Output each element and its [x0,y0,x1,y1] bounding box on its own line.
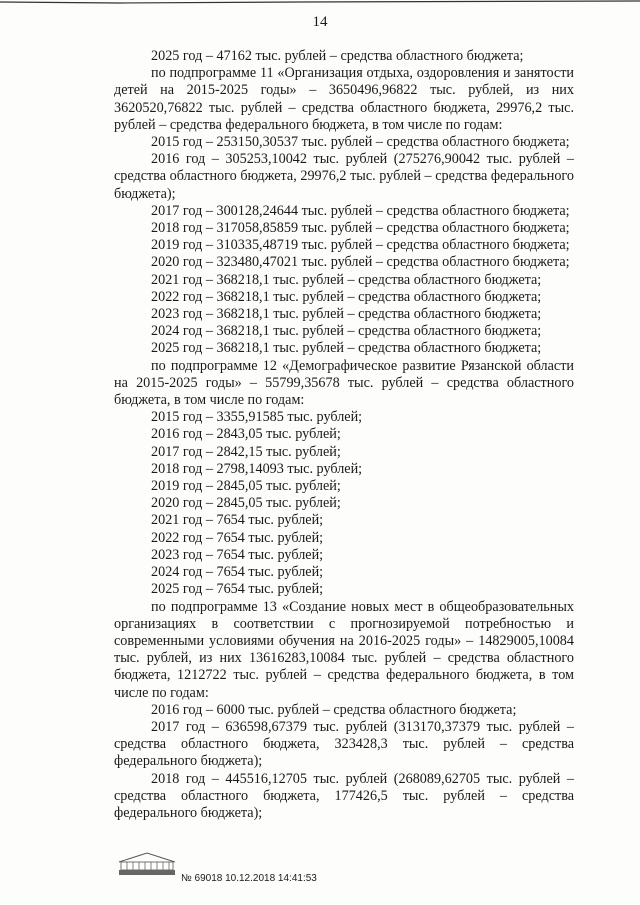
scan-edge-line [0,0,640,6]
paragraph: 2016 год – 2843,05 тыс. рублей; [151,426,341,443]
paragraph: 2021 год – 7654 тыс. рублей; [151,512,324,529]
paragraph: 2020 год – 323480,47021 тыс. рублей – средства областного бюджета; [151,254,570,271]
paragraph: 2025 год – 47162 тыс. рублей – средства областного бюджета; [151,48,524,64]
paragraph: по подпрограмме 11 «Организация отдыха, оздоровления и занятости детей на 2015-2025 годы» – 3650496,96822 тыс. рублей, из них 3620520,76822 тыс. рублей – средства областного бюджета, 29976,2 тыс. рублей – средства федерального бюджета, в том числе по годам: [114,65,574,133]
paragraph: по подпрограмме 12 «Демографическое развитие Рязанской области на 2015-2025 годы» – 55799,35678 тыс. рублей – средства областного бюджета, в том числе по годам: [114,357,574,409]
page-number: 14 [312,14,328,30]
document-body [114,48,574,822]
paragraph: 2017 год – 636598,67379 тыс. рублей (313170,37379 тыс. рублей – средства областного бюджета, 323428,3 тыс. рублей – средства федерального бюджета); [114,718,574,770]
paragraph: 2017 год – 300128,24644 тыс. рублей – средства областного бюджета; [151,202,570,219]
building-stamp-icon [115,850,179,876]
paragraph: 2018 год – 2798,14093 тыс. рублей; [151,460,363,477]
paragraph: 2023 год – 368218,1 тыс. рублей – средства областного бюджета; [151,306,542,323]
paragraph: 2024 год – 7654 тыс. рублей; [151,564,324,581]
paragraph: 2019 год – 2845,05 тыс. рублей; [151,478,341,495]
paragraph: 2019 год – 310335,48719 тыс. рублей – средства областного бюджета; [151,237,570,254]
paragraph: 2021 год – 368218,1 тыс. рублей – средства областного бюджета; [151,271,542,288]
paragraph: по подпрограмме 13 «Создание новых мест в общеобразовательных организациях в соответствии с прогнозируемой потребностью и современными условиями обучения на 2016-2025 годы» – 14829005,10084 тыс. рублей, из них 13616283,10084 тыс. рублей – средства областного бюджета, 1212722 тыс. рублей – средства федерального бюджета, в том числе по годам: [114,598,574,701]
paragraph: 2016 год – 305253,10042 тыс. рублей (275276,90042 тыс. рублей – средства областного бюджета, 29976,2 тыс. рублей – средства федерального бюджета); [114,151,574,202]
paragraph: 2025 год – 368218,1 тыс. рублей – средства областного бюджета; [151,340,542,357]
paragraph: 2024 год – 368218,1 тыс. рублей – средства областного бюджета; [151,323,542,340]
paragraph: 2017 год – 2842,15 тыс. рублей; [151,443,341,460]
paragraph: 2015 год – 253150,30537 тыс. рублей – средства областного бюджета; [151,134,570,151]
paragraph: 2023 год – 7654 тыс. рублей; [151,546,324,563]
paragraph: 2020 год – 2845,05 тыс. рублей; [151,495,341,512]
paragraph: 2016 год – 6000 тыс. рублей – средства областного бюджета; [151,701,517,718]
paragraph: 2018 год – 317058,85859 тыс. рублей – средства областного бюджета; [151,220,570,237]
paragraph: 2022 год – 7654 тыс. рублей; [151,529,324,546]
paragraph: 2022 год – 368218,1 тыс. рублей – средства областного бюджета; [151,288,542,305]
paragraph: 2018 год – 445516,12705 тыс. рублей (268089,62705 тыс. рублей – средства областного бюджета, 177426,5 тыс. рублей – средства федерального бюджета); [114,770,574,821]
paragraph: 2025 год – 7654 тыс. рублей; [151,581,324,598]
registration-number: № 69018 10.12.2018 14:41:53 [181,873,317,884]
paragraph: 2015 год – 3355,91585 тыс. рублей; [151,409,363,426]
